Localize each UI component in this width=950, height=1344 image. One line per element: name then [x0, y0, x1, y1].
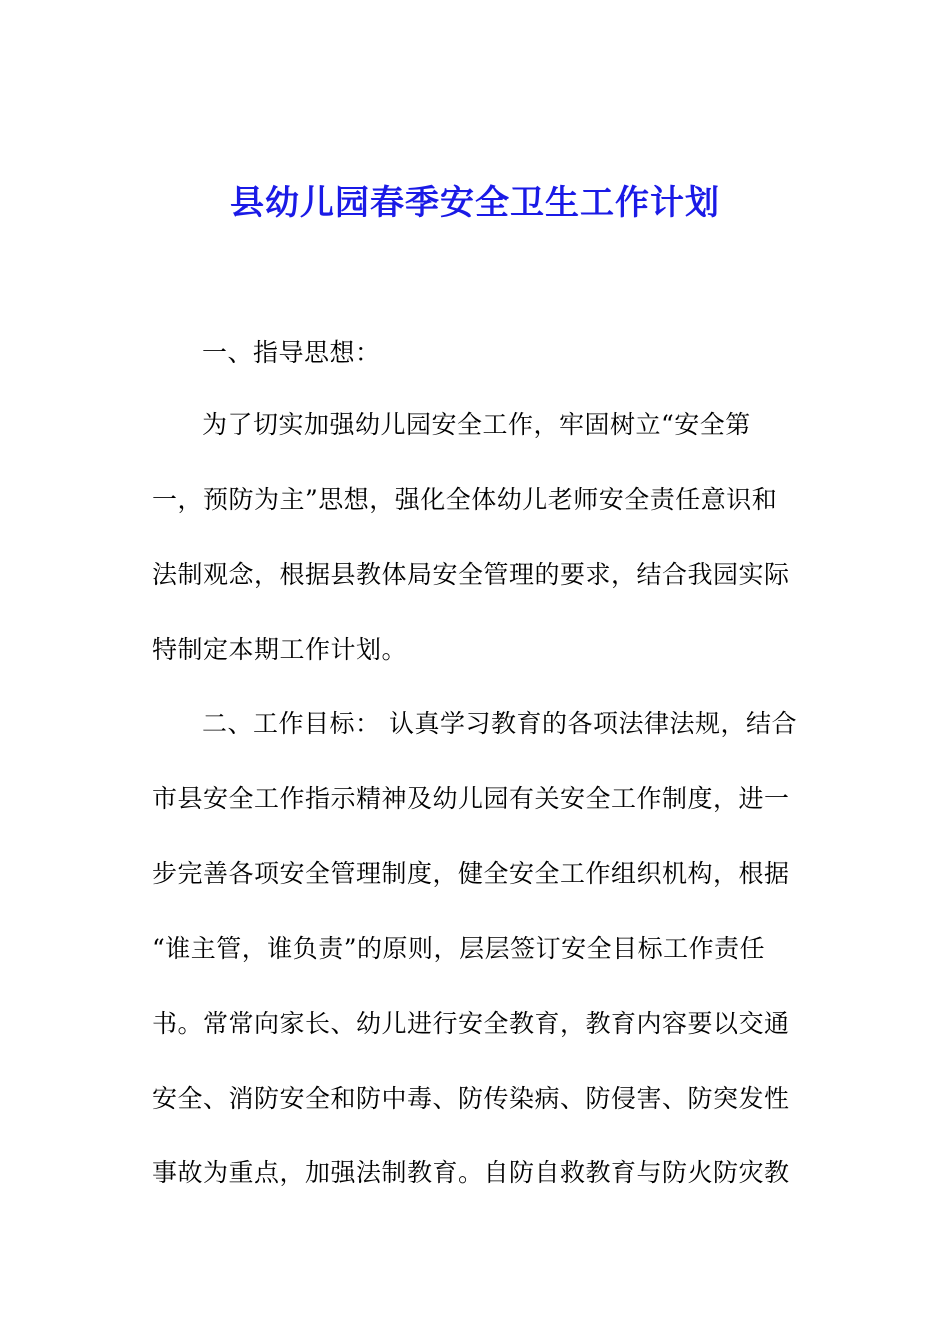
paragraph-line: 法制观念，根据县教体局安全管理的要求，结合我园实际	[152, 560, 790, 589]
paragraph-line: “谁主管，谁负责”的原则，层层签订安全目标工作责任	[152, 934, 766, 963]
paragraph-line: 为了切实加强幼儿园安全工作，牢固树立“安全第	[202, 410, 751, 439]
section-heading-guiding-ideology: 一、指导思想：	[202, 338, 381, 367]
section-heading-work-goals: 二、工作目标： 认真学习教育的各项法律法规，结合	[202, 709, 797, 738]
paragraph-line: 安全、消防安全和防中毒、防传染病、防侵害、防突发性	[152, 1084, 790, 1113]
paragraph-line: 步完善各项安全管理制度，健全安全工作组织机构，根据	[152, 859, 790, 888]
paragraph-line: 书。常常向家长、幼儿进行安全教育，教育内容要以交通	[152, 1009, 790, 1038]
paragraph-line: 一，预防为主”思想，强化全体幼儿老师安全责任意识和	[152, 485, 778, 514]
paragraph-line: 事故为重点，加强法制教育。自防自救教育与防火防灾教	[152, 1158, 790, 1187]
paragraph-line: 特制定本期工作计划。	[152, 635, 408, 664]
document-title: 县幼儿园春季安全卫生工作计划	[230, 183, 720, 223]
paragraph-line: 市县安全工作指示精神及幼儿园有关安全工作制度，进一	[152, 784, 790, 813]
